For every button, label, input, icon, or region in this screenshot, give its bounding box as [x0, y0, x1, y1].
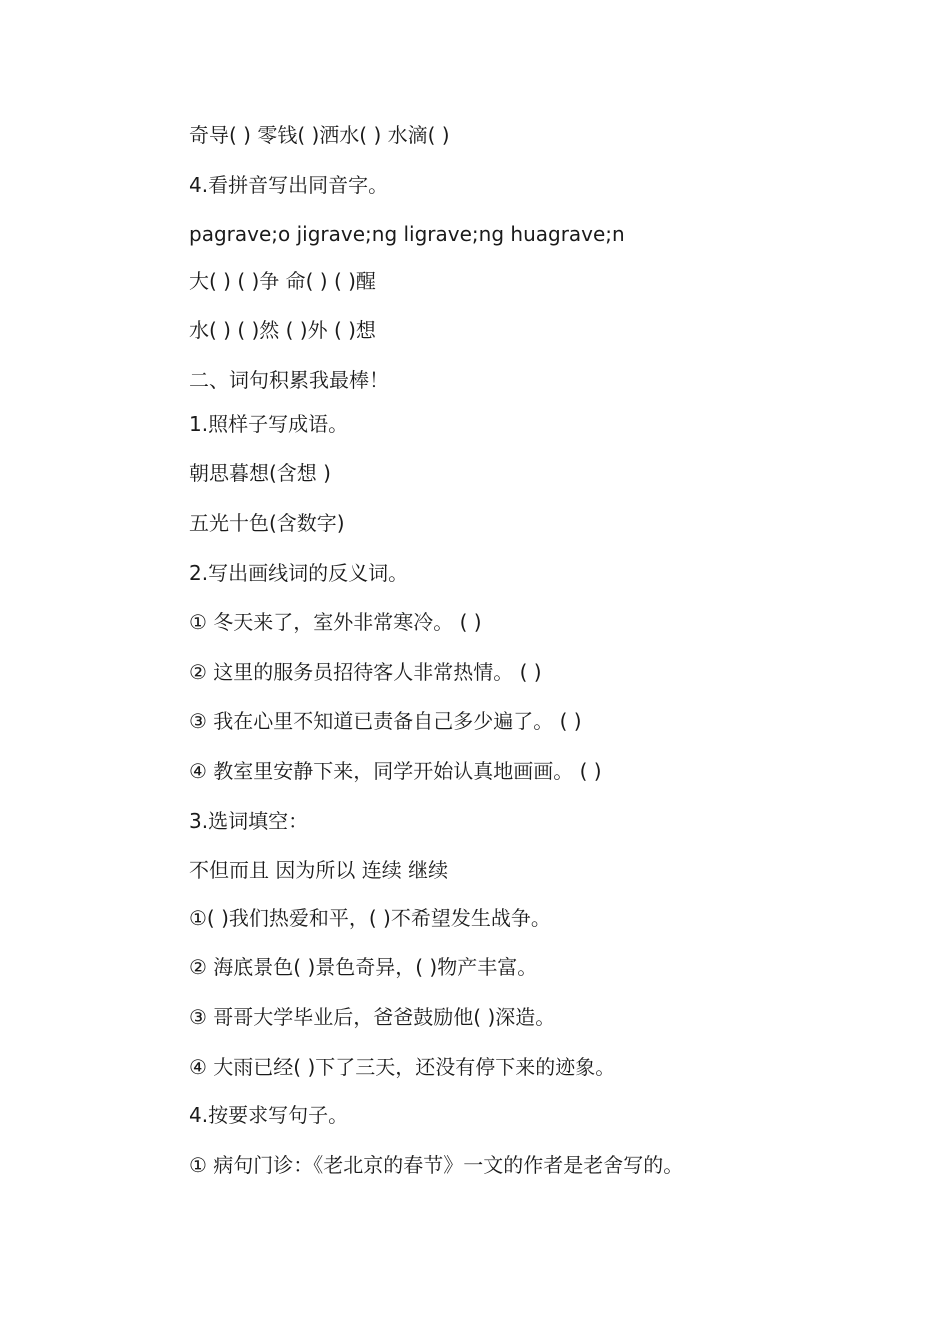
- text-line: ① 冬天来了，室外非常寒冷。 ( ): [189, 610, 482, 634]
- text-line: ④ 大雨已经( )下了三天，还没有停下来的迹象。: [189, 1055, 616, 1079]
- text-line: ① 病句门诊：《老北京的春节》一文的作者是老舍写的。: [189, 1153, 684, 1177]
- section-heading: 二、词句积累我最棒！: [189, 368, 389, 392]
- text-line: 4.按要求写句子。: [189, 1103, 349, 1127]
- text-line: ③ 我在心里不知道已责备自己多少遍了。 ( ): [189, 709, 582, 733]
- text-line: ③ 哥哥大学毕业后，爸爸鼓励他( )深造。: [189, 1005, 556, 1029]
- text-line: 不但而且 因为所以 连续 继续: [189, 858, 449, 882]
- text-line: 2.写出画线词的反义词。: [189, 561, 409, 585]
- text-line: ④ 教室里安静下来，同学开始认真地画画。 ( ): [189, 759, 602, 783]
- text-line: 水( ) ( )然 ( )外 ( )想: [189, 318, 376, 342]
- text-line: 4.看拼音写出同音字。: [189, 173, 389, 197]
- text-line: 五光十色(含数字): [189, 511, 345, 535]
- text-line: 1.照样子写成语。: [189, 412, 349, 436]
- text-line: 奇导( ) 零钱( )洒水( ) 水滴( ): [189, 123, 450, 147]
- text-line: 朝思暮想(含想 ): [189, 461, 331, 485]
- text-line: ② 这里的服务员招待客人非常热情。 ( ): [189, 660, 542, 684]
- text-line: ② 海底景色( )景色奇异，( )物产丰富。: [189, 955, 538, 979]
- text-line: pagrave;o jigrave;ng ligrave;ng huagrave;n: [189, 222, 625, 246]
- text-line: 3.选词填空：: [189, 809, 309, 833]
- text-line: 大( ) ( )争 命( ) ( )醒: [189, 269, 376, 293]
- text-line: ①( )我们热爱和平，( )不希望发生战争。: [189, 906, 551, 930]
